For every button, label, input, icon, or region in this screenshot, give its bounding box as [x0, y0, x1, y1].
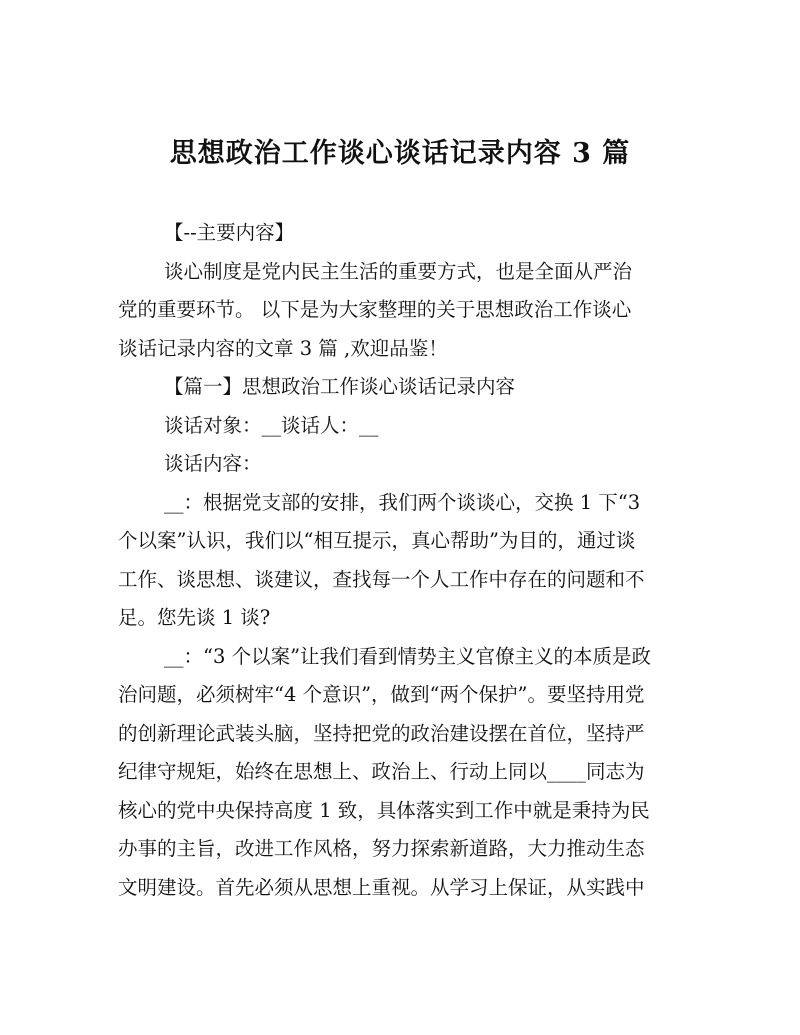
interview-content-label: 谈话内容： [164, 452, 262, 475]
paragraph-line: __：根据党支部的安排，我们两个谈谈心，交换 1 下“3 [164, 490, 641, 514]
paragraph-line: 工作、谈思想、谈建议，查找每一个人工作中存在的问题和不 [118, 567, 645, 591]
document-title: 思想政治工作谈心谈话记录内容 3 篇 [169, 138, 631, 169]
interview-participants: 谈话对象：__谈话人：__ [164, 413, 379, 437]
paragraph-line: 治问题，必须树牢“4 个意识”，做到“两个保护”。要坚持用党 [118, 683, 645, 706]
paragraph-line: 个以案”认识，我们以“相互提示，真心帮助”为目的，通过谈 [118, 529, 636, 552]
section-heading-part-one: 【篇一】思想政治工作谈心谈话记录内容 [164, 375, 516, 398]
paragraph-line: 谈心制度是党内民主生活的重要方式，也是全面从严治 [164, 259, 633, 283]
paragraph-line: 谈话记录内容的文章 3 篇 ,欢迎品鉴！ [118, 336, 448, 360]
paragraph-line: 核心的党中央保持高度 1 致，具体落实到工作中就是秉持为民 [118, 798, 650, 822]
paragraph-line: __：“3 个以案”让我们看到情势主义官僚主义的本质是政 [164, 644, 652, 668]
paragraph-line: 的创新理论武装头脑，坚持把党的政治建设摆在首位，坚持严 [118, 721, 645, 745]
paragraph-line: 足。您先谈 1 谈? [118, 606, 271, 629]
section-heading-main-content: 【--主要内容】 [164, 221, 295, 244]
paragraph-line: 文明建设。首先必须从思想上重视。从学习上保证，从实践中 [118, 875, 645, 899]
paragraph-line: 党的重要环节。 以下是为大家整理的关于思想政治工作谈心 [118, 298, 632, 321]
paragraph-line: 纪律守规矩，始终在思想上、政治上、行动上同以____同志为 [118, 760, 645, 783]
paragraph-line: 办事的主旨，改进工作风格，努力探索新道路，大力推动生态 [118, 837, 645, 860]
document-body [118, 214, 690, 907]
